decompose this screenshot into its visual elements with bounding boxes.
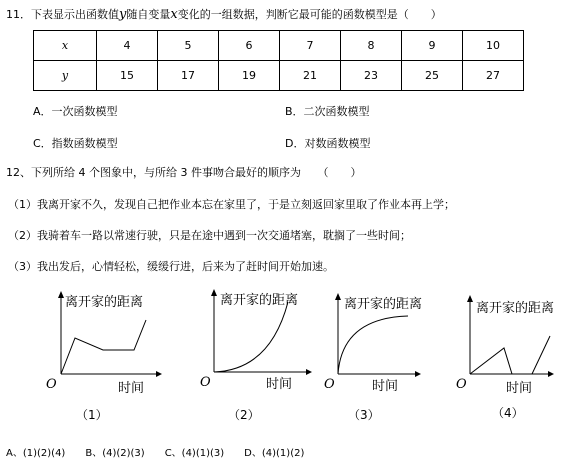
graph-3-curve <box>338 316 408 374</box>
q12-event-3: （3）我出发后，心情轻松，缓缓行进，后来为了赶时间开始加速。 <box>8 260 334 273</box>
graph-y-label: 离开家的距离 <box>65 295 144 310</box>
graph-origin: O <box>46 377 57 392</box>
x-axis-arrow <box>415 371 421 377</box>
graph-2 <box>188 284 318 394</box>
graph-y-label: 离开家的距离 <box>476 301 555 316</box>
y-cell: 15 <box>97 61 158 91</box>
table-row-y <box>34 61 524 91</box>
x-cell: 4 <box>97 31 158 61</box>
q11-var-x: x <box>170 7 178 22</box>
x-cell: 7 <box>280 31 341 61</box>
x-cell: 6 <box>219 31 280 61</box>
q11-stem <box>6 6 442 22</box>
y-cell: 23 <box>341 61 402 91</box>
graph-origin: O <box>200 375 211 390</box>
graph-4-caption: （4） <box>492 406 524 420</box>
graph-x-label: 时间 <box>266 377 293 392</box>
y-cell: 17 <box>158 61 219 91</box>
graph-origin: O <box>324 377 335 392</box>
q11-option-c: C．指数函数模型 <box>33 137 118 150</box>
y-axis-arrow <box>335 293 341 300</box>
graph-3-caption: （3） <box>348 408 380 422</box>
graph-4 <box>440 290 560 400</box>
q11-data-table <box>33 30 524 91</box>
q11-stem-part3: 变化的一组数据，判断它最可能的函数模型是（ ） <box>177 8 442 21</box>
y-axis-arrow <box>211 289 217 296</box>
graph-y-label: 离开家的距离 <box>344 297 423 312</box>
row-y-label: y <box>34 61 97 91</box>
graph-1-caption: （1） <box>76 408 108 422</box>
q11-option-a: A．一次函数模型 <box>33 105 118 118</box>
graph-x-label: 时间 <box>372 379 399 394</box>
graph-4-curve-b <box>532 336 550 374</box>
q11-var-y: y <box>119 7 127 22</box>
graph-x-label: 时间 <box>118 381 145 396</box>
x-cell: 10 <box>463 31 524 61</box>
graph-2-curve <box>214 302 288 372</box>
x-axis-arrow <box>156 371 162 377</box>
graph-origin: O <box>456 377 467 392</box>
graph-1-curve <box>61 320 146 374</box>
q12-stem: 12、下列所给 4 个图象中，与所给 3 件事吻合最好的顺序为 （ ） <box>6 166 362 179</box>
q12-answer-choices: A、(1)(2)(4) B、(4)(2)(3) C、(4)(1)(3) D、(4)(1)(2) <box>6 448 305 459</box>
table-row-x <box>34 31 524 61</box>
q11-stem-part2: 随自变量 <box>126 8 171 21</box>
y-cell: 25 <box>402 61 463 91</box>
q11-option-b: B．二次函数模型 <box>285 105 370 118</box>
x-cell: 5 <box>158 31 219 61</box>
graph-4-curve-a <box>470 348 512 374</box>
x-cell: 9 <box>402 31 463 61</box>
y-axis-arrow <box>467 295 473 302</box>
x-cell: 8 <box>341 31 402 61</box>
graph-2-caption: （2） <box>228 408 260 422</box>
graph-3 <box>300 288 435 398</box>
graph-y-label: 离开家的距离 <box>220 293 299 308</box>
graph-1 <box>28 288 178 398</box>
y-axis-arrow <box>58 291 64 298</box>
y-cell: 19 <box>219 61 280 91</box>
q11-stem-part1: 11．下表显示出函数值 <box>6 8 119 21</box>
y-cell: 27 <box>463 61 524 91</box>
row-x-label: x <box>34 31 97 61</box>
graph-x-label: 时间 <box>506 381 533 396</box>
x-axis-arrow <box>548 371 554 377</box>
q11-option-d: D．对数函数模型 <box>285 137 371 150</box>
y-cell: 21 <box>280 61 341 91</box>
q12-event-2: （2）我骑着车一路以常速行驶，只是在途中遇到一次交通堵塞，耽搁了一些时间； <box>8 229 411 242</box>
q12-event-1: （1）我离开家不久，发现自己把作业本忘在家里了，于是立刻返回家里取了作业本再上学； <box>8 198 455 211</box>
